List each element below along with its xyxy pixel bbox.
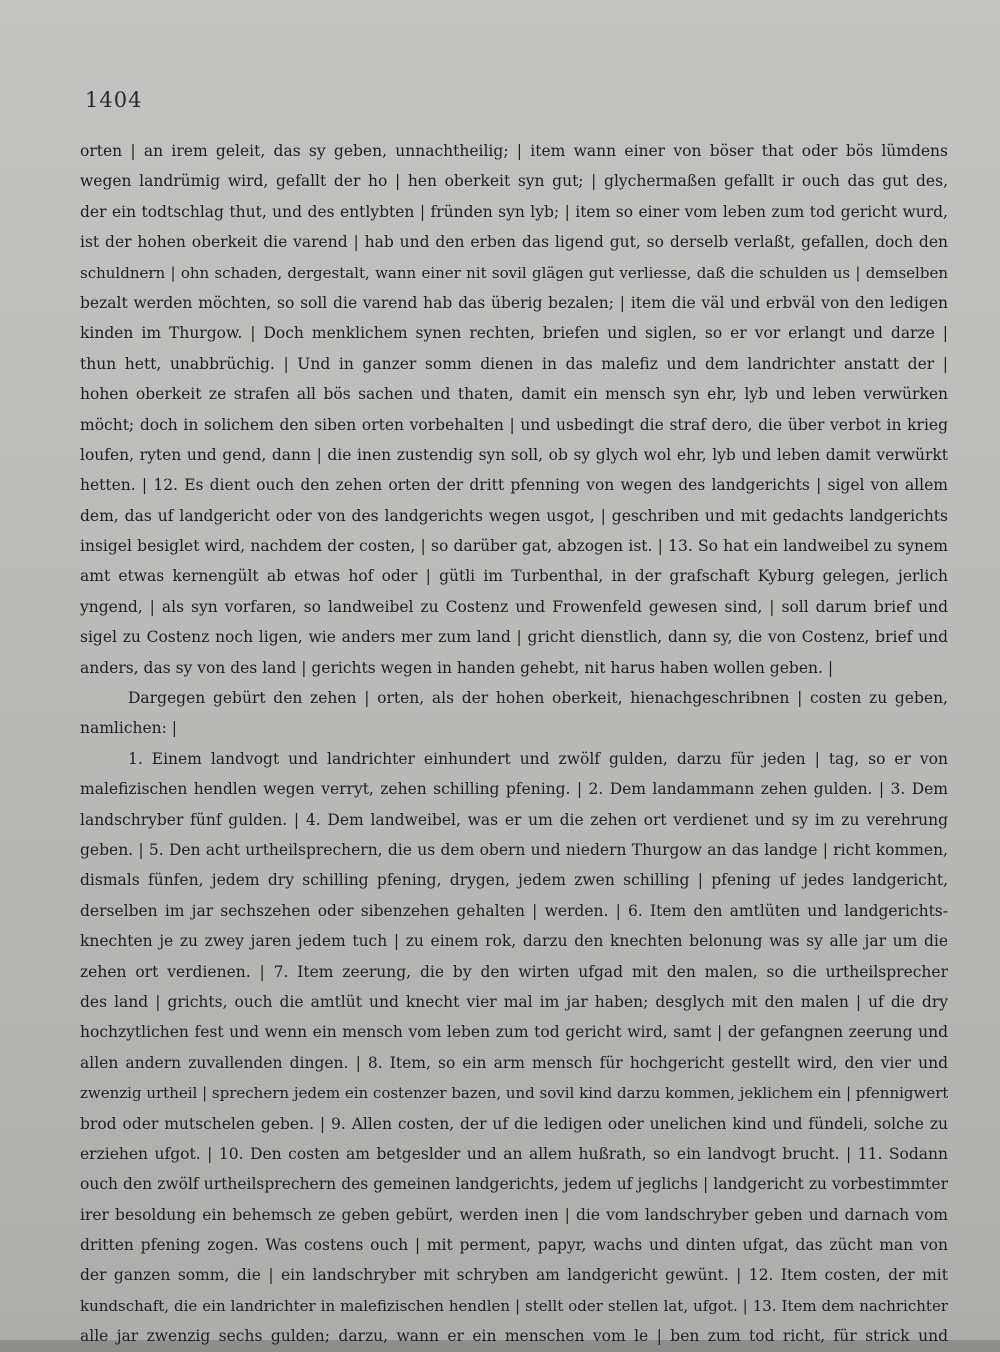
text-line: namlichen: | [80, 719, 178, 738]
text-line: loufen, ryten und gend, dann | die inen zustendig syn soll, ob sy glych wol ehr, lyb und leben damit verwürkt [80, 445, 948, 464]
text-line: des land | grichts, ouch die amtlüt und knecht vier mal im jar haben; desglych mit den malen | uf die dry [80, 992, 948, 1011]
text-line: irer besoldung ein behemsch ze geben gebürt, werden inen | die vom landschryber geben und darnach vom [80, 1205, 948, 1224]
text-line: 1. Einem landvogt und landrichter einhundert und zwölf gulden, darzu für jeden | tag, so er von [128, 749, 948, 768]
text-line: landschryber fünf gulden. | 4. Dem landweibel, was er um die zehen ort verdienet und sy im zu verehrung [80, 810, 948, 829]
text-line: amt etwas kernengült ab etwas hof oder | gütli im Turbenthal, in der grafschaft Kyburg gelegen, jerlich [80, 567, 948, 586]
text-line: knechten je zu zwey jaren jedem tuch | zu einem rok, darzu den knechten belonung was sy alle jar um die [80, 932, 948, 951]
text-line: kinden im Thurgow. | Doch menklichem synen rechten, briefen und siglen, so er vor erlangt und darze | [80, 324, 948, 343]
text-line: brod oder mutschelen geben. | 9. Allen costen, der uf die ledigen oder unelichen kind und fündeli, solche zu [80, 1114, 948, 1133]
text-line: Dargegen gebürt den zehen | orten, als der hohen oberkeit, hienachgeschribnen | costen zu geben, [128, 689, 948, 708]
text-line: hohen oberkeit ze strafen all bös sachen und thaten, damit ein mensch syn ehr, lyb und leben verwürken [80, 385, 948, 404]
text-line: derselben im jar sechszehen oder sibenzehen gehalten | werden. | 6. Item den amtlüten und landgerichts- [80, 901, 948, 920]
text-line: zehen ort verdienen. | 7. Item zeerung, die by den wirten ufgad mit den malen, so die urtheilsprecher [80, 962, 948, 981]
text-line: dem, das uf landgericht oder von des landgerichts wegen usgot, | geschriben und mit gedachts landgerichts [80, 506, 948, 525]
text-line: bezalt werden möchten, so soll die varend hab das überig bezalen; | item die väl und erbväl von den ledigen [80, 293, 948, 312]
text-line: möcht; doch in solichem den siben orten vorbehalten | und usbedingt die straf dero, die über verbot in krieg [80, 415, 948, 434]
text-line: anders, das sy von des land | gerichts wegen in handen gehebt, nit harus haben wollen geben. | [80, 658, 834, 677]
page-number: 1404 [85, 88, 143, 112]
text-line: alle jar zwenzig sechs gulden; darzu, wann er ein menschen vom le | ben zum tod richt, für strick und [80, 1327, 948, 1346]
text-line: ist der hohen oberkeit die varend | hab und den erben das ligend gut, so derselb verlaßt, gefallen, doch den [80, 233, 948, 252]
text-line: allen andern zuvallenden dingen. | 8. Item, so ein arm mensch für hochgericht gestellt wird, den vier und [80, 1053, 948, 1072]
text-line: der ein todtschlag thut, und des entlybten | fründen syn lyb; | item so einer vom leben zum tod gericht wurd, [80, 202, 948, 221]
text-line: zwenzig urtheil | sprechern jedem ein costenzer bazen, und sovil kind darzu kommen, jeklichem ein | pfennigwert [80, 1084, 948, 1103]
text-line: dritten pfening zogen. Was costens ouch | mit perment, papyr, wachs und dinten ufgat, das zücht man von [80, 1236, 948, 1255]
text-line: kundschaft, die ein landrichter in malefizischen hendlen | stellt oder stellen lat, ufgot. | 13. Item dem nachrichter [80, 1296, 948, 1315]
text-line: sigel zu Costenz noch ligen, wie anders mer zum land | gricht dienstlich, dann sy, die von Costenz, brief und [80, 628, 948, 647]
text-line: geben. | 5. Den acht urtheilsprechern, die us dem obern und niedern Thurgow an das landge | richt kommen, [80, 840, 948, 859]
body-text [80, 136, 948, 1352]
text-line: yngend, | als syn vorfaren, so landweibel zu Costenz und Frowenfeld gewesen sind, | soll darum brief und [80, 597, 948, 616]
text-line: orten | an irem geleit, das sy geben, unnachtheilig; | item wann einer von böser that oder bös lümdens [80, 142, 948, 160]
text-line: ouch den zwölf urtheilsprechern des gemeinen landgerichts, jedem uf jeglichs | landgericht zu vorbestimmter [80, 1175, 948, 1194]
text-line: erziehen ufgot. | 10. Den costen am betgeslder und an allem hußrath, so ein landvogt brucht. | 11. Sodann [80, 1144, 948, 1163]
text-line: hetten. | 12. Es dient ouch den zehen orten der dritt pfenning von wegen des landgerichts | sigel von allem [80, 476, 948, 495]
text-line: dismals fünfen, jedem dry schilling pfening, drygen, jedem zwen schilling | pfening uf jedes landgericht, [80, 871, 948, 890]
text-line: thun hett, unabbrüchig. | Und in ganzer somm dienen in das malefiz und dem landrichter anstatt der | [80, 354, 948, 373]
text-line: wegen landrümig wird, gefallt der ho | hen oberkeit syn gut; | glychermaßen gefallt ir ouch das gut des, [80, 172, 948, 191]
text-line: der ganzen somm, die | ein landschryber mit schryben am landgericht gewünt. | 12. Item costen, der mit [80, 1266, 948, 1285]
text-line: insigel besiglet wird, nachdem der costen, | so darüber gat, abzogen ist. | 13. So hat ein landweibel zu synem [80, 537, 948, 556]
text-line: schuldnern | ohn schaden, dergestalt, wann einer nit sovil glägen gut verliesse, daß die schulden us | demselben [80, 263, 948, 282]
text-line: malefizischen hendlen wegen verryt, zehen schilling pfening. | 2. Dem landammann zehen gulden. | 3. Dem [80, 780, 948, 799]
text-line: hochzytlichen fest und wenn ein mensch vom leben zum tod gericht wird, samt | der gefangnen zeerung und [80, 1023, 948, 1042]
